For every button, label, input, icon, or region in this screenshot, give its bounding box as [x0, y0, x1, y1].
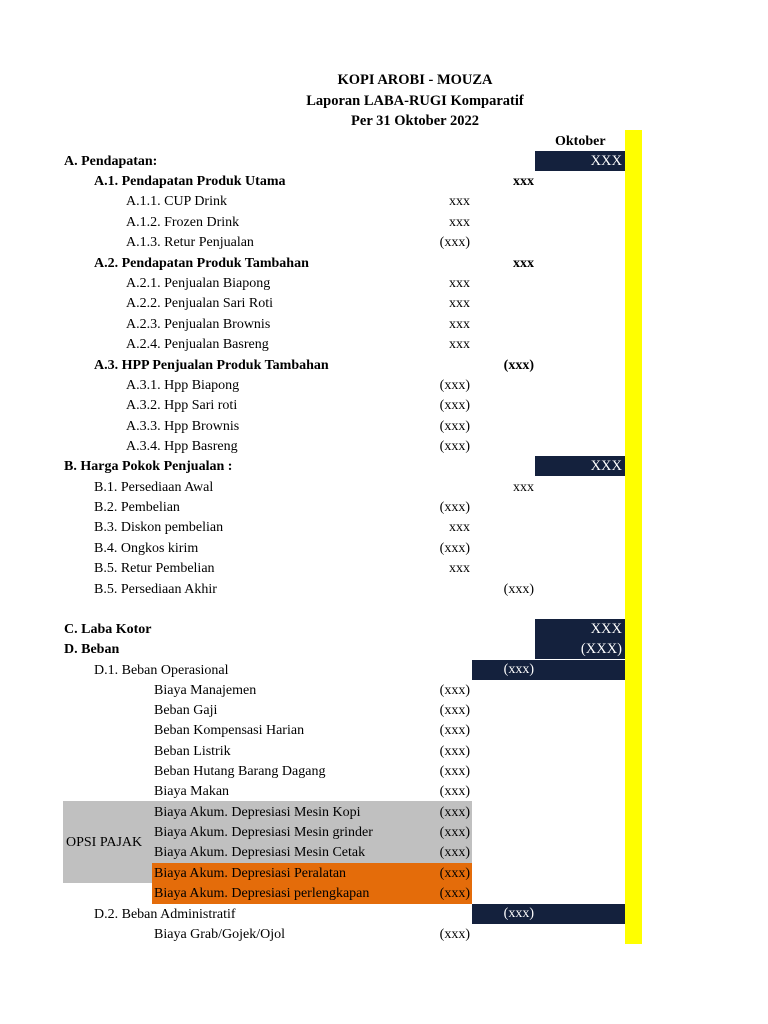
line-item-label: B.5. Persediaan Akhir — [94, 582, 217, 597]
report-company-title: KOPI AROBI - MOUZA — [337, 72, 493, 88]
line-item-label: A.3.2. Hpp Sari roti — [126, 398, 238, 413]
line-item-label: Biaya Akum. Depresiasi Peralatan — [154, 866, 347, 881]
line-item-value: xxx — [449, 520, 470, 535]
opsi-pajak-label: OPSI PAJAK — [66, 835, 143, 850]
line-item-label: B.5. Retur Pembelian — [94, 561, 215, 576]
column-header-oktober: Oktober — [555, 134, 606, 149]
line-item-label: A.1.3. Retur Penjualan — [126, 235, 254, 250]
line-item-label: Biaya Akum. Depresiasi Mesin Kopi — [154, 805, 361, 820]
line-item-value: (xxx) — [439, 235, 470, 250]
section-a3-value: (xxx) — [503, 358, 534, 373]
line-item-value: (xxx) — [439, 541, 470, 556]
line-item-value: (xxx) — [439, 764, 470, 779]
section-d1-value: (xxx) — [503, 662, 534, 677]
line-item-label: Beban Listrik — [154, 744, 231, 759]
line-item-value: (xxx) — [439, 723, 470, 738]
section-a-label: A. Pendapatan: — [64, 154, 158, 169]
line-item-label: Biaya Grab/Gojek/Ojol — [154, 927, 286, 942]
line-item-value: (xxx) — [439, 439, 470, 454]
line-item-value: xxx — [449, 337, 470, 352]
section-d-total: (XXX) — [580, 641, 622, 657]
line-item-label: Biaya Manajemen — [154, 683, 257, 698]
line-item-value: xxx — [449, 296, 470, 311]
line-item-value: xxx — [449, 561, 470, 576]
line-item-value: xxx — [449, 317, 470, 332]
line-item-value: (xxx) — [439, 784, 470, 799]
line-item-value: xxx — [449, 276, 470, 291]
line-item-label: Beban Kompensasi Harian — [154, 723, 305, 738]
section-b-total: XXX — [590, 458, 622, 474]
line-item-label: B.4. Ongkos kirim — [94, 541, 199, 556]
line-item-value: xxx — [449, 215, 470, 230]
line-item-label: Biaya Akum. Depresiasi Mesin Cetak — [154, 845, 366, 860]
line-item-value: (xxx) — [439, 927, 470, 942]
section-a-total: XXX — [590, 153, 622, 169]
line-item-label: B.2. Pembelian — [94, 500, 180, 515]
line-item-label: A.3.3. Hpp Brownis — [126, 419, 240, 434]
section-d2-label: D.2. Beban Administratif — [94, 907, 236, 922]
line-item-label: B.1. Persediaan Awal — [94, 480, 214, 495]
line-item-value: (xxx) — [439, 744, 470, 759]
line-item-value: (xxx) — [439, 866, 470, 881]
section-a3-label: A.3. HPP Penjualan Produk Tambahan — [94, 358, 329, 373]
section-a1-label: A.1. Pendapatan Produk Utama — [94, 174, 286, 189]
line-item-value: (xxx) — [439, 886, 470, 901]
section-b-label: B. Harga Pokok Penjualan : — [64, 459, 233, 474]
section-a1-value: xxx — [513, 174, 534, 189]
line-item-label: B.3. Diskon pembelian — [94, 520, 224, 535]
line-item-value: (xxx) — [439, 419, 470, 434]
section-d-label: D. Beban — [64, 642, 120, 657]
section-c-total: XXX — [590, 621, 622, 637]
line-item-label: A.2.2. Penjualan Sari Roti — [126, 296, 273, 311]
line-item-value: (xxx) — [439, 500, 470, 515]
line-item-label: A.1.2. Frozen Drink — [126, 215, 240, 230]
line-item-value: (xxx) — [503, 582, 534, 597]
line-item-value: (xxx) — [439, 683, 470, 698]
line-item-value: (xxx) — [439, 805, 470, 820]
report-date: Per 31 Oktober 2022 — [351, 113, 479, 129]
line-item-label: Biaya Akum. Depresiasi perlengkapan — [154, 886, 370, 901]
section-d2-value: (xxx) — [503, 906, 534, 921]
line-item-label: A.2.3. Penjualan Brownis — [126, 317, 271, 332]
section-d1-label: D.1. Beban Operasional — [94, 663, 229, 678]
line-item-label: A.2.1. Penjualan Biapong — [126, 276, 271, 291]
line-item-label: A.2.4. Penjualan Basreng — [126, 337, 269, 352]
section-a2-label: A.2. Pendapatan Produk Tambahan — [94, 256, 309, 271]
yellow-column-highlight — [625, 130, 642, 944]
line-item-value: (xxx) — [439, 703, 470, 718]
line-item-label: Biaya Akum. Depresiasi Mesin grinder — [154, 825, 373, 840]
line-item-label: A.3.1. Hpp Biapong — [126, 378, 240, 393]
line-item-value: (xxx) — [439, 845, 470, 860]
section-c-label: C. Laba Kotor — [64, 622, 152, 637]
report-subtitle: Laporan LABA-RUGI Komparatif — [306, 93, 524, 109]
line-item-label: Biaya Makan — [154, 784, 230, 799]
line-item-label: A.1.1. CUP Drink — [126, 194, 227, 209]
section-a2-value: xxx — [513, 256, 534, 271]
line-item-label: A.3.4. Hpp Basreng — [126, 439, 238, 454]
line-item-value: (xxx) — [439, 398, 470, 413]
line-item-value: (xxx) — [439, 825, 470, 840]
line-item-value: xxx — [513, 480, 534, 495]
line-item-label: Beban Hutang Barang Dagang — [154, 764, 326, 779]
line-item-value: (xxx) — [439, 378, 470, 393]
line-item-value: xxx — [449, 194, 470, 209]
line-item-label: Beban Gaji — [154, 703, 218, 718]
